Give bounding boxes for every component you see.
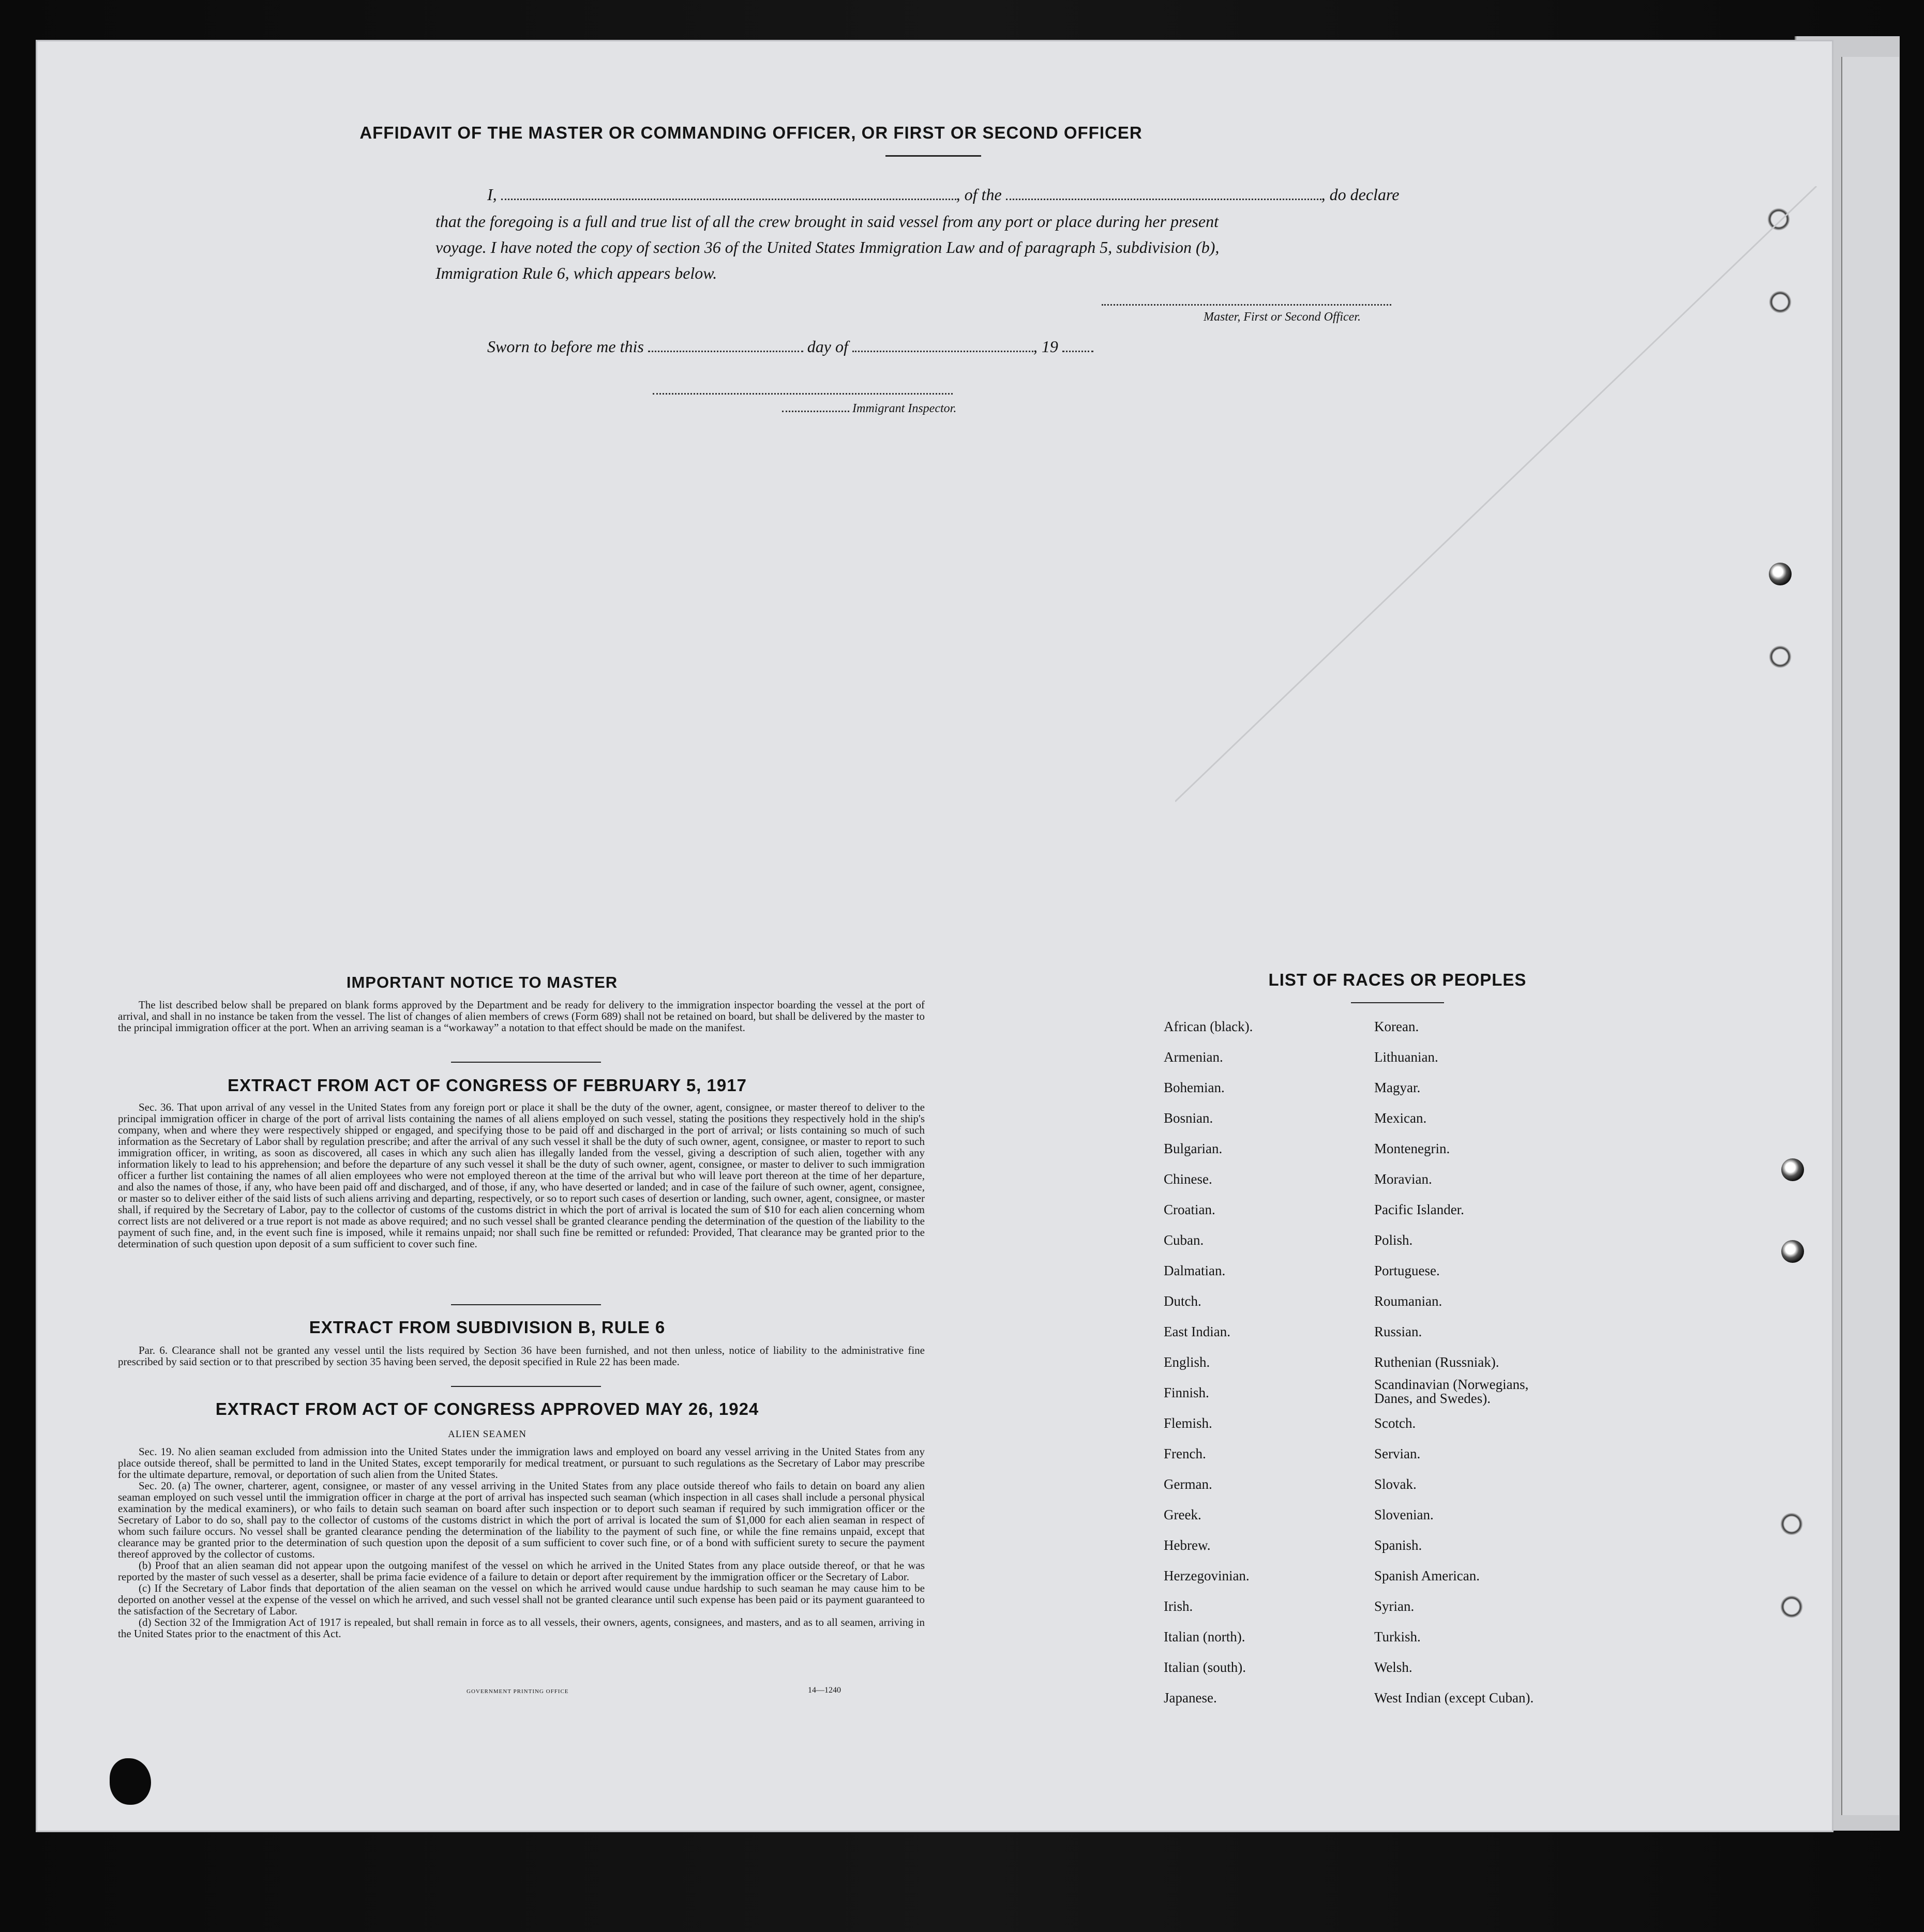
sworn-month-field[interactable] <box>852 350 1033 352</box>
race-item: Croatian. <box>1164 1202 1215 1217</box>
race-item: Welsh. <box>1374 1659 1412 1675</box>
race-item: Spanish. <box>1374 1537 1422 1553</box>
sec-20d-text: (d) Section 32 of the Immigration Act of 1917 is repealed, but shall remain in force as to all vessels, their owners, agents, consignees, and masters, and as to all seamen, arriving in the United States prior to the enactment of this Act. <box>118 1616 925 1640</box>
punch-hole-icon <box>1780 1513 1803 1535</box>
sec-20b-text: (b) Proof that an alien seaman did not appear upon the outgoing manifest of the vessel on which he arrived in the United States from any place outside thereof, or that he was reported by the master of such vessel as a deserter, shall be prima facie evidence of a failure to detain or deport after requirement by the immigration officer or the Secretary of Labor. <box>118 1559 925 1583</box>
race-item: Magyar. <box>1374 1080 1421 1095</box>
ink-blot <box>110 1758 151 1805</box>
sworn-year-field[interactable] <box>1062 350 1093 352</box>
race-item: Servian. <box>1374 1446 1421 1461</box>
punch-hole-icon <box>1781 1158 1804 1181</box>
section-divider <box>451 1386 601 1387</box>
race-item: African (black). <box>1164 1019 1253 1034</box>
race-item: East Indian. <box>1164 1324 1230 1339</box>
race-item: Portuguese. <box>1374 1263 1440 1278</box>
race-item: Spanish American. <box>1374 1568 1480 1583</box>
inspector-label: Immigrant Inspector. <box>852 402 957 415</box>
sworn-year-label: , 19 <box>1033 337 1058 356</box>
race-item: Turkish. <box>1374 1629 1421 1644</box>
race-item: German. <box>1164 1476 1212 1492</box>
race-item: Flemish. <box>1164 1415 1212 1431</box>
inspector-line <box>782 402 956 416</box>
race-item: Dalmatian. <box>1164 1263 1226 1278</box>
notice-body <box>118 999 925 1033</box>
race-item: Bohemian. <box>1164 1080 1225 1095</box>
race-item: Armenian. <box>1164 1049 1223 1065</box>
inspector-dots <box>782 410 849 412</box>
extract-1917-text: Sec. 36. That upon arrival of any vessel in the United States from any foreign port or place it shall be the duty of the owner, agent, consignee, or master thereof to deliver to the principal immigration officer in charge of the port of arrival lists containing the names of all aliens employed on such vessel, stating the positions they respectively hold in the ship's company, when and where they were respectively shipped or engaged, and specifying those to be paid off and discharged in the port of arrival; or lists containing so much of such information as the Secretary of Labor shall by regulation prescribe; and after the arrival of any such vessel it shall be the duty of such owner, agent, consignee, or master to report to such immigration officer, in writing, as soon as discovered, all cases in which any such alien has illegally landed from the vessel, giving a description of such alien, together with any information likely to lead to his apprehension; and before the departure of any such vessel it shall be the duty of such owner, agent, consignee, or master to deliver to such immigration officer a further list containing the names of all alien employees who were not employed thereon at the time of the arrival but who will leave port thereon at the time of her departure, and also the names of those, if any, who have been paid off and discharged, and of those, if any, who have deserted or landed; and in case of the failure of such owner, agent, consignee, or master so to deliver either of the said lists of such aliens arriving and departing, respectively, or so to report such cases of desertion or landing, such owner, agent, consignee, or master shall, if required by the Secretary of Labor, pay to the collector of customs of the customs district in which the port of arrival is located the sum of $10 for each alien concerning whom correct lists are not delivered or a true report is not made as above required; and no such vessel shall be granted clearance pending the determination of the question of the liability to the payment of such fine, and, in the event such fine is imposed, while it remains unpaid; nor shall such fine be remitted or refunded: Provided, That clearance may be granted prior to the determination of such question upon deposit of a sum sufficient to cover such fine. <box>118 1101 925 1250</box>
notice-title: IMPORTANT NOTICE TO MASTER <box>346 973 618 991</box>
races-left-column <box>1164 1012 1253 1713</box>
race-item: French. <box>1164 1446 1206 1461</box>
extract-1924-title: EXTRACT FROM ACT OF CONGRESS APPROVED MAY 26, 1924 <box>215 1399 759 1418</box>
form-page <box>37 41 1832 1831</box>
sworn-line <box>487 337 1093 356</box>
sworn-day-label: day of <box>807 337 848 356</box>
race-item: Slovak. <box>1374 1476 1417 1492</box>
declarant-prefix: I, <box>487 185 497 204</box>
extract-1917-title: EXTRACT FROM ACT OF CONGRESS OF FEBRUARY 5, 1917 <box>228 1076 747 1095</box>
race-item: Irish. <box>1164 1598 1193 1614</box>
race-item: Dutch. <box>1164 1293 1201 1309</box>
race-item: Scandinavian (Norwegians, Danes, and Swedes). <box>1374 1377 1529 1406</box>
race-item: West Indian (except Cuban). <box>1374 1690 1534 1705</box>
inspector-signature-field[interactable] <box>653 393 953 395</box>
races-title: LIST OF RACES OR PEOPLES <box>1268 970 1527 989</box>
vessel-name-field[interactable] <box>1006 198 1321 200</box>
race-item: Slovenian. <box>1374 1507 1434 1522</box>
race-item: Roumanian. <box>1374 1293 1442 1309</box>
affidavit-line-4: Immigration Rule 6, which appears below. <box>435 264 717 282</box>
sec-20a-text: Sec. 20. (a) The owner, charterer, agent, consignee, or master of any vessel arriving in the United States from any place outside thereof who fails to detain on board any alien seaman employed on such vessel until the immigration officer in charge at the port of arrival has inspected such seaman (which inspection in all cases shall include a personal physical examination by the medical examiners), or who fails to detain such seaman on board after such inspection or to deport such seaman if required by such immigration officer or the Secretary of Labor to do so, shall pay to the collector of customs of the customs district in which the port of arrival is located the sum of $1,000 for each alien seaman in respect of whom such failure occurs. No vessel shall be granted clearance pending the determination of the liability to the payment of such fine, or while the fine remains unpaid, except that clearance may be granted prior to the determination of such question upon the deposit of a sum sufficient to cover such fine, or of a bond with sufficient surety to secure the payment thereof approved by the collector of customs. <box>118 1480 925 1560</box>
race-item: Japanese. <box>1164 1690 1217 1705</box>
notice-text: The list described below shall be prepared on blank forms approved by the Department and be ready for delivery to the immigration inspector boarding the vessel at the port of arrival, and shall in no instance be taken from the vessel. The list of changes of alien members of crews (Form 689) shall not be retained on board, but shall be delivered by the master to the principal immigration officer at the port. When an arriving seaman is a “workaway” a notation to that effect should be made on the manifest. <box>118 999 925 1034</box>
race-item: Lithuanian. <box>1374 1049 1438 1065</box>
extract-1924-body <box>118 1446 925 1639</box>
race-item: Bulgarian. <box>1164 1141 1223 1156</box>
punch-hole-icon <box>1780 1595 1803 1618</box>
extract-1917-body <box>118 1101 925 1249</box>
sworn-prefix: Sworn to before me this <box>487 337 644 356</box>
fold-crease <box>1175 186 1822 807</box>
race-item: English. <box>1164 1354 1210 1370</box>
extract-rule6-title: EXTRACT FROM SUBDIVISION B, RULE 6 <box>309 1318 666 1337</box>
extract-rule6-body <box>118 1345 925 1367</box>
punch-hole-icon <box>1781 1240 1804 1263</box>
race-item: Herzegovinian. <box>1164 1568 1250 1583</box>
master-signature-field[interactable] <box>1102 304 1391 306</box>
title-underline <box>885 155 981 157</box>
affidavit-line-1 <box>487 185 1399 204</box>
race-item: Korean. <box>1374 1019 1419 1034</box>
races-right-column <box>1374 1012 1560 1713</box>
race-item: Montenegrin. <box>1374 1141 1450 1156</box>
alien-seamen-subtitle: ALIEN SEAMEN <box>448 1429 527 1440</box>
race-item: Moravian. <box>1374 1171 1432 1187</box>
printer-imprint: GOVERNMENT PRINTING OFFICE <box>467 1688 569 1695</box>
race-item: Italian (north). <box>1164 1629 1245 1644</box>
race-item: Hebrew. <box>1164 1537 1211 1553</box>
race-item: Chinese. <box>1164 1171 1212 1187</box>
sec-20c-text: (c) If the Secretary of Labor finds that deportation of the alien seaman on the vessel on which he arrived would cause undue hardship to such seaman he may cause him to be deported on another vessel at the expense of the vessel on which he arrived, and such vessel shall not be granted clearance until such expense has been paid or its payment guaranteed to the satisfaction of the Secretary of Labor. <box>118 1582 925 1617</box>
affidavit-title: AFFIDAVIT OF THE MASTER OR COMMANDING OFFICER, OR FIRST OR SECOND OFFICER <box>359 123 1143 142</box>
declare-suffix: , do declare <box>1321 185 1400 204</box>
section-divider <box>451 1062 601 1063</box>
declarant-name-field[interactable] <box>501 198 956 200</box>
sec-19-text: Sec. 19. No alien seaman excluded from admission into the United States under the immigration laws and employed on board any vessel arriving in the United States from any place outside thereof, shall be permitted to land in the United States, except temporarily for medical treatment, or pursuant to such regulations as the Secretary of Labor may prescribe for the ultimate departure, removal, or deportation of such alien from the United States. <box>118 1445 925 1481</box>
race-item: Syrian. <box>1374 1598 1415 1614</box>
section-divider <box>451 1304 601 1305</box>
master-label: Master, First or Second Officer. <box>1204 310 1361 324</box>
race-item: Italian (south). <box>1164 1659 1246 1675</box>
race-item: Cuban. <box>1164 1232 1204 1248</box>
race-item: Mexican. <box>1374 1110 1427 1126</box>
race-item: Finnish. <box>1164 1385 1209 1400</box>
race-item: Scotch. <box>1374 1415 1416 1431</box>
affidavit-line-2: that the foregoing is a full and true list of all the crew brought in said vessel from any port or place during her present <box>435 212 1219 231</box>
race-item: Bosnian. <box>1164 1110 1213 1126</box>
sworn-date-field[interactable] <box>648 350 803 352</box>
race-item: Polish. <box>1374 1232 1413 1248</box>
affidavit-line-3: voyage. I have noted the copy of section 36 of the United States Immigration Law and of paragraph 5, subdivision (b), <box>435 238 1220 256</box>
race-item: Greek. <box>1164 1507 1201 1522</box>
race-item: Ruthenian (Russniak). <box>1374 1354 1499 1370</box>
form-number: 14—1240 <box>808 1686 841 1695</box>
races-underline <box>1351 1002 1444 1003</box>
vessel-prefix: , of the <box>956 185 1002 204</box>
extract-rule6-text: Par. 6. Clearance shall not be granted any vessel until the lists required by Section 36 have been furnished, and not then unless, notice of liability to the administrative fine prescribed by said section or to that prescribed by section 35 having been served, the deposit specified in Rule 22 has been made. <box>118 1344 925 1368</box>
race-item: Pacific Islander. <box>1374 1202 1464 1217</box>
underlying-sheet-edge <box>1841 57 1899 1815</box>
race-item: Russian. <box>1374 1324 1422 1339</box>
